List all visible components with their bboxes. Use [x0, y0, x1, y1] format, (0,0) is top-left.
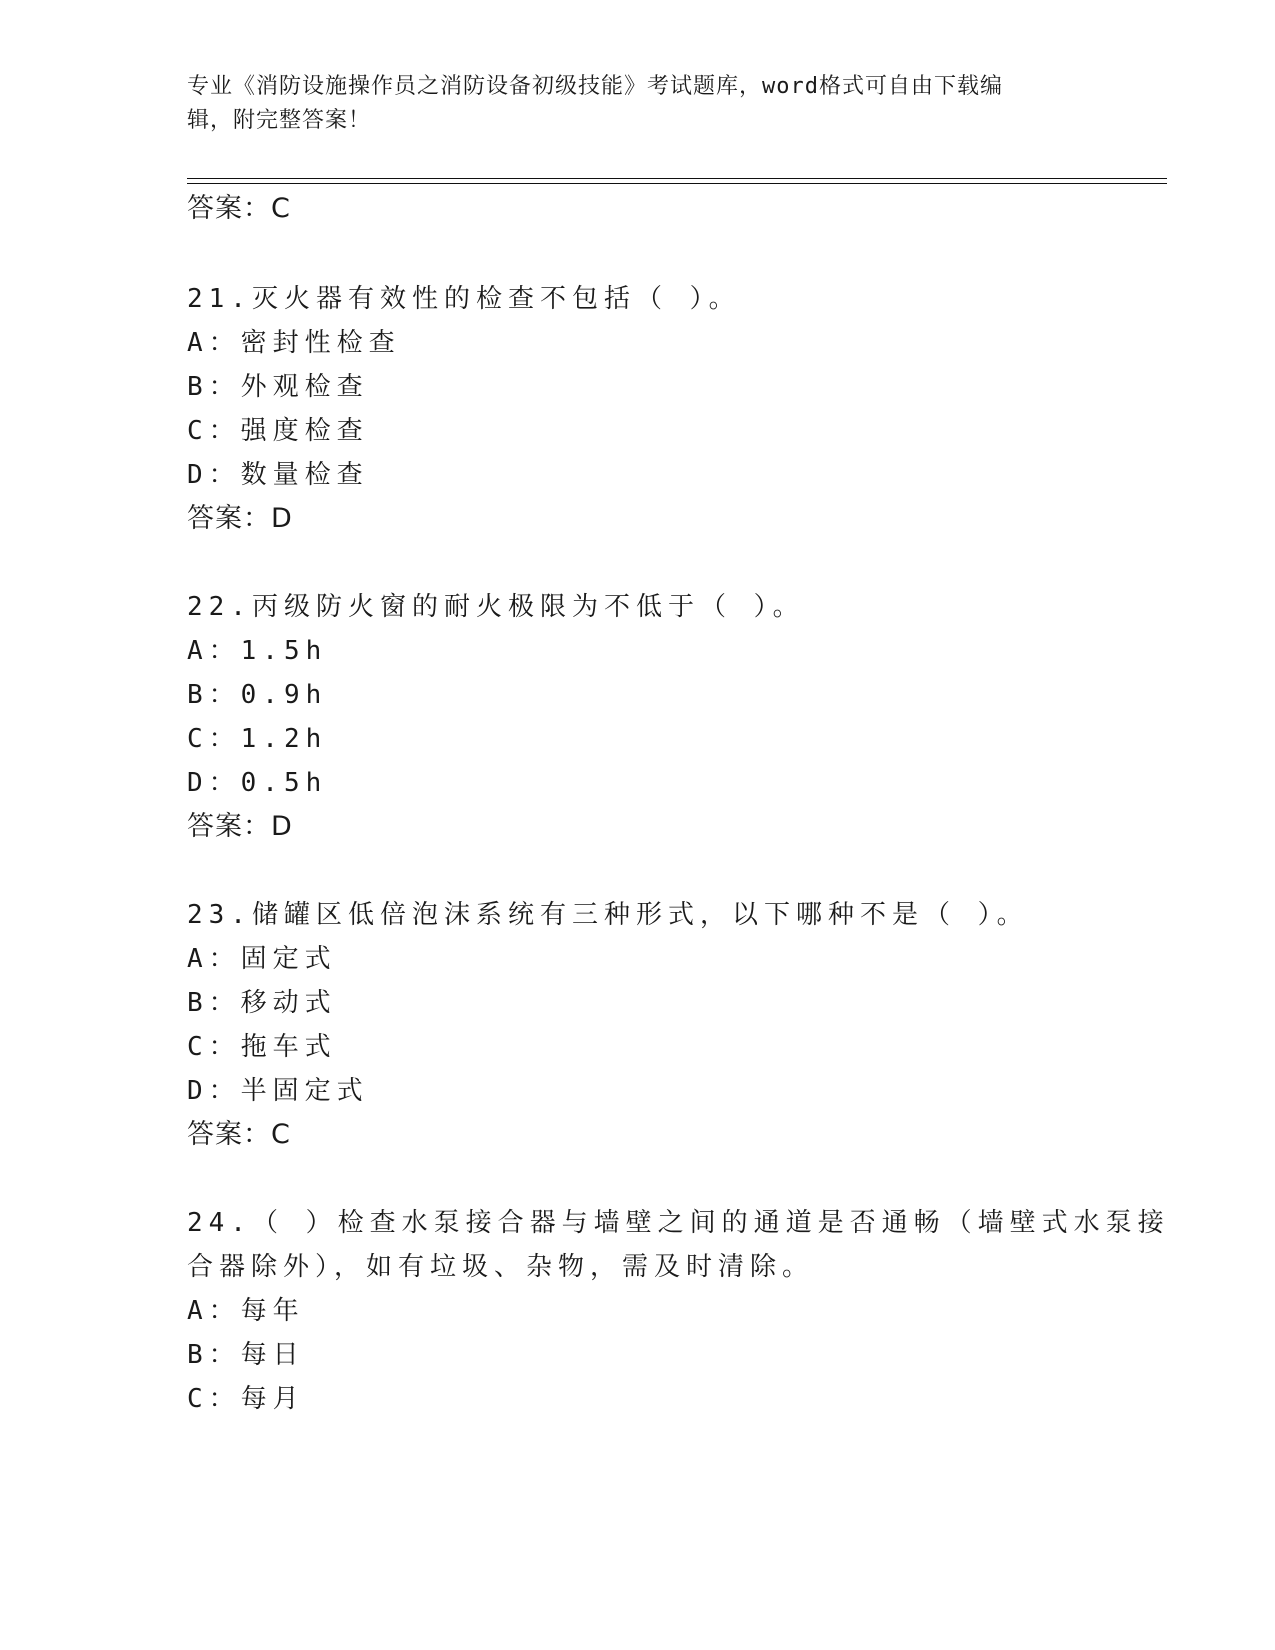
question-24-stem-line-2: 合器除外），如有垃圾、杂物，需及时清除。: [187, 1252, 815, 1282]
question-21-option-b: B：外观检查: [187, 372, 369, 402]
question-22-stem: 22.丙级防火窗的耐火极限为不低于（ ）。: [187, 592, 805, 622]
question-21-answer: 答案：D: [187, 503, 293, 534]
header-rule-top: [187, 178, 1167, 179]
question-21-option-a: A：密封性检查: [187, 328, 401, 358]
question-23-stem: 23.储罐区低倍泡沫系统有三种形式，以下哪种不是（ ）。: [187, 900, 1029, 930]
document-header: [187, 70, 1087, 138]
question-22-option-c: C：1.2h: [187, 724, 328, 754]
question-21-stem: 21.灭火器有效性的检查不包括（ ）。: [187, 284, 741, 314]
question-23-option-b: B：移动式: [187, 988, 337, 1018]
question-22-option-d: D：0.5h: [187, 768, 328, 798]
question-24-option-b: B：每日: [187, 1340, 305, 1370]
question-22-answer: 答案：D: [187, 811, 293, 842]
question-21-option-d: D：数量检查: [187, 460, 369, 490]
header-line-1: 专业《消防设施操作员之消防设备初级技能》考试题库，word格式可自由下载编: [187, 74, 1003, 99]
question-22-option-a: A：1.5h: [187, 636, 328, 666]
question-22-option-b: B：0.9h: [187, 680, 328, 710]
question-24-stem-line-1: 24.（ ）检查水泵接合器与墙壁之间的通道是否通畅（墙壁式水泵接: [187, 1208, 1170, 1238]
question-24-option-c: C：每月: [187, 1384, 305, 1414]
question-23-option-c: C：拖车式: [187, 1032, 337, 1062]
question-21-option-c: C：强度检查: [187, 416, 369, 446]
header-rule-bottom: [187, 183, 1167, 184]
question-23-answer: 答案：C: [187, 1119, 291, 1150]
previous-answer: 答案：C: [187, 193, 291, 224]
question-23-option-a: A：固定式: [187, 944, 337, 974]
question-23-option-d: D：半固定式: [187, 1076, 369, 1106]
header-line-2: 辑，附完整答案！: [187, 108, 372, 133]
question-24-option-a: A：每年: [187, 1296, 305, 1326]
